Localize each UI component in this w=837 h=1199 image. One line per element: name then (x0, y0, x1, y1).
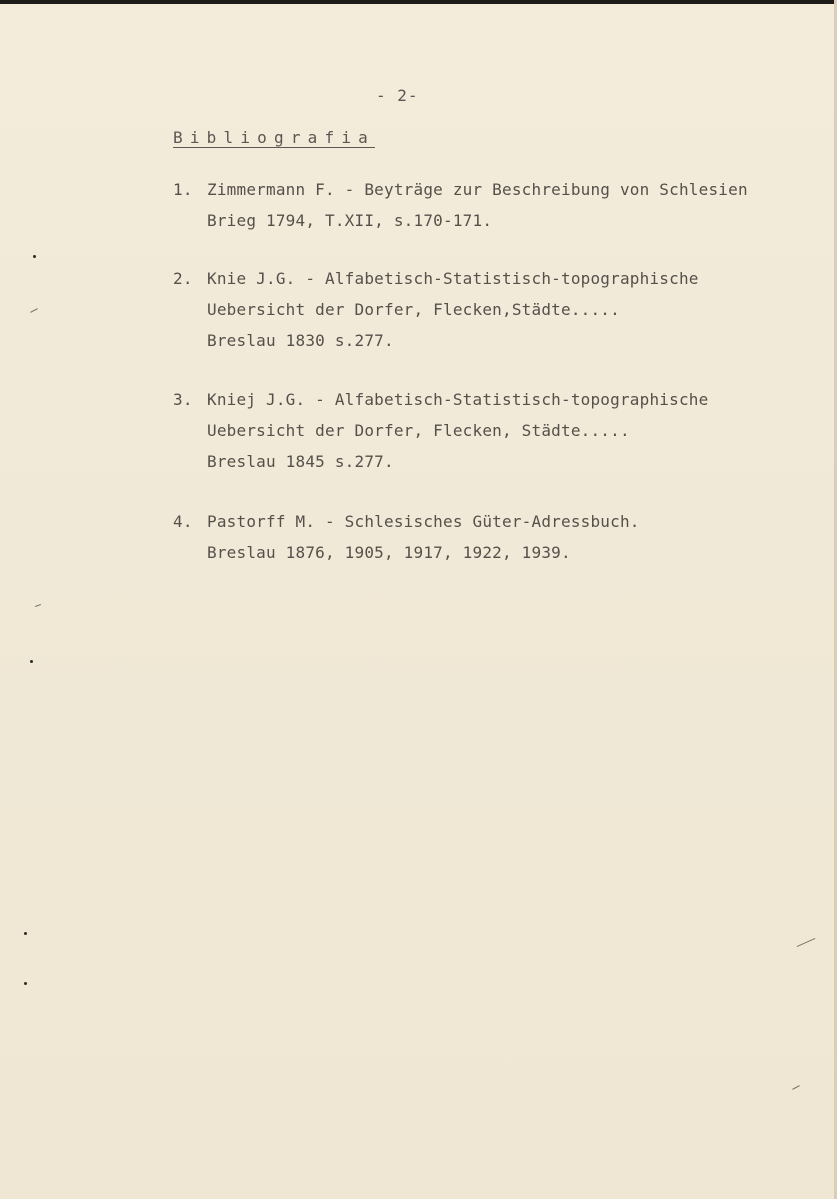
entry-continuation-line: Uebersicht der Dorfer, Flecken,Städte..... (207, 300, 620, 319)
paper-mark (30, 308, 38, 313)
entry-first-line (173, 384, 793, 415)
paper-speck (30, 660, 33, 663)
paper-mark (792, 1085, 800, 1090)
paper-mark (797, 938, 816, 947)
paper-speck (24, 982, 27, 985)
entry-text: Knie J.G. - Alfabetisch-Statistisch-topographische (207, 269, 699, 288)
bibliography-entry (173, 506, 793, 568)
entry-continuation-line: Breslau 1845 s.277. (207, 452, 394, 471)
entry-number: 4. (173, 512, 193, 531)
entry-continuation-line: Breslau 1830 s.277. (207, 331, 394, 350)
entry-text: Pastorff M. - Schlesisches Güter-Adressbuch. (207, 512, 640, 531)
paper-speck (33, 255, 36, 258)
entry-number: 3. (173, 390, 193, 409)
entry-text: Kniej J.G. - Alfabetisch-Statistisch-topographische (207, 390, 709, 409)
entry-first-line (173, 506, 793, 537)
paper-mark (35, 604, 41, 607)
entry-text: Zimmermann F. - Beyträge zur Beschreibung von Schlesien (207, 180, 748, 199)
entry-number: 1. (173, 180, 193, 199)
bibliography-entry (173, 174, 793, 236)
entry-first-line (173, 174, 793, 205)
entry-continuation-line: Brieg 1794, T.XII, s.170-171. (207, 211, 493, 230)
bibliography-entry (173, 384, 793, 477)
page-number: - 2- (376, 86, 419, 105)
entry-number: 2. (173, 269, 193, 288)
page-top-edge (0, 0, 837, 4)
section-heading: Bibliografia (173, 128, 375, 147)
paper-speck (24, 932, 27, 935)
bibliography-entry (173, 263, 793, 356)
entry-continuation-line: Breslau 1876, 1905, 1917, 1922, 1939. (207, 543, 571, 562)
entry-first-line (173, 263, 793, 294)
entry-continuation-line: Uebersicht der Dorfer, Flecken, Städte..... (207, 421, 630, 440)
